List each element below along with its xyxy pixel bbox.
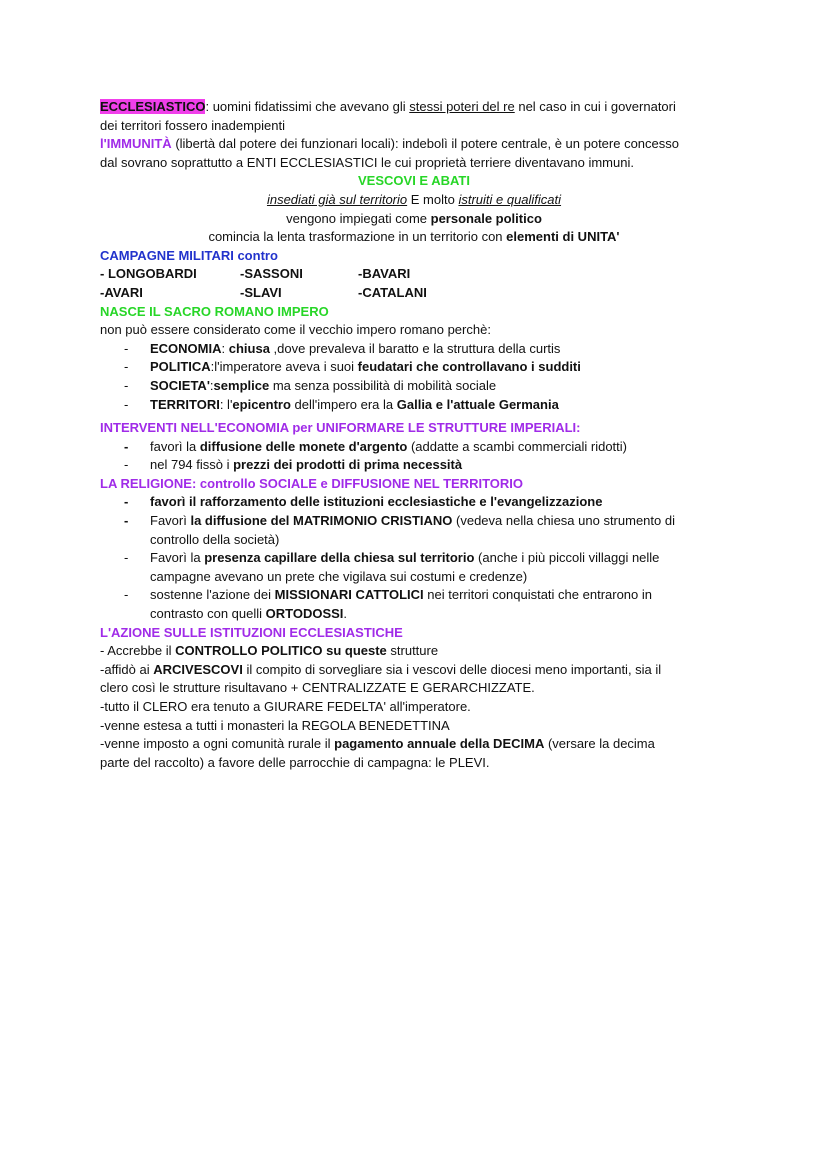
text-bold: ORTODOSSI xyxy=(265,606,344,622)
text: (libertà dal potere dei funzionari locali): indebolì il potere centrale, è un potere concesso xyxy=(171,136,680,152)
text-line: dal sovrano soprattutto a ENTI ECCLESIASTICI le cui proprietà terriere diventavano immuni. xyxy=(100,154,634,170)
religione-heading: LA RELIGIONE: controllo SOCIALE e DIFFUSIONE NEL TERRITORIO xyxy=(100,475,524,491)
dash: - xyxy=(124,457,129,473)
text: campagne avevano un prete che vigilava sui costumi e credenze) xyxy=(150,568,528,584)
sacro-intro: non può essere considerato come il vecchio impero romano perchè: xyxy=(100,322,491,338)
text: dell'impero era la xyxy=(290,396,397,412)
text: strutture xyxy=(386,643,439,659)
text: Favorì xyxy=(150,513,191,529)
economia-heading: INTERVENTI NELL'ECONOMIA per UNIFORMARE LE STRUTTURE IMPERIALI: xyxy=(100,420,581,436)
immunita-term: l'IMMUNITÀ xyxy=(100,136,172,152)
text: -venne imposto a ogni comunità rurale il xyxy=(100,736,335,752)
list-item xyxy=(100,358,728,377)
text-bold: prezzi dei prodotti di prima necessità xyxy=(233,457,463,473)
text: ma senza possibilità di mobilità sociale xyxy=(269,377,497,393)
economia-list xyxy=(100,438,728,475)
dash: - xyxy=(124,438,129,454)
dash: - xyxy=(124,550,129,566)
azione-heading: L'AZIONE SULLE ISTITUZIONI ECCLESIASTICHE xyxy=(100,624,403,640)
dash: - xyxy=(124,587,129,603)
text: . xyxy=(343,606,348,622)
text: controllo della società) xyxy=(150,531,280,547)
text: : uomini fidatissimi che avevano gli xyxy=(205,99,410,114)
text-bold: feudatari che controllavano i sudditi xyxy=(357,359,581,375)
enemy-name: - LONGOBARDI xyxy=(100,266,197,282)
dash: - xyxy=(124,359,129,375)
text: : xyxy=(209,377,214,393)
azione-line-1 xyxy=(100,642,728,661)
text-bold: TERRITORI xyxy=(150,396,220,412)
campagne-heading: CAMPAGNE MILITARI contro xyxy=(100,247,278,263)
text-bold: elementi di UNITA' xyxy=(506,229,620,245)
text: nel caso in cui i governatori xyxy=(514,99,676,114)
sacro-list xyxy=(100,340,728,414)
text: (vedeva nella chiesa uno strumento di xyxy=(452,513,675,529)
text-bold: pagamento annuale della DECIMA xyxy=(334,736,545,752)
vescovi-line-2 xyxy=(100,210,728,229)
list-item xyxy=(100,438,728,457)
text: (anche i più piccoli villaggi nelle xyxy=(474,550,660,566)
azione-line-5: -venne estesa a tutti i monasteri la REGOLA BENEDETTINA xyxy=(100,717,450,733)
text: il compito di sorvegliare sia i vescovi delle diocesi meno importanti, sia il xyxy=(242,661,662,677)
text-bold: ECONOMIA xyxy=(150,340,222,356)
text-bold: presenza capillare della chiesa sul territorio xyxy=(204,550,475,566)
text: :l'imperatore aveva i suoi xyxy=(210,359,358,375)
text-bold: ARCIVESCOVI xyxy=(153,661,243,677)
azione-line-6 xyxy=(100,735,728,754)
list-item xyxy=(100,377,728,396)
text: nei territori conquistati che entrarono in xyxy=(423,587,653,603)
campagne-row-1 xyxy=(100,265,728,284)
list-item xyxy=(100,493,728,512)
enemy-name: -SLAVI xyxy=(240,284,282,300)
text: nel 794 fissò i xyxy=(150,457,234,473)
list-item xyxy=(100,340,728,359)
text-bold: SOCIETA' xyxy=(150,377,210,393)
dash: - xyxy=(124,377,129,393)
text-bold: CONTROLLO POLITICO su queste xyxy=(175,643,387,659)
text: : xyxy=(221,340,229,356)
text-line: dei territori fossero inadempienti xyxy=(100,117,285,133)
campagne-row-2 xyxy=(100,284,728,303)
enemy-name: -CATALANI xyxy=(358,284,427,300)
text: (versare la decima xyxy=(544,736,655,752)
azione-line-7: parte del raccolto) a favore delle parrocchie di campagna: le PLEVI. xyxy=(100,754,490,770)
dash: - xyxy=(124,340,129,356)
text-bold: Gallia e l'attuale Germania xyxy=(396,396,559,412)
text-bold: chiusa xyxy=(228,340,270,356)
list-item xyxy=(100,456,728,475)
azione-line-4: -tutto il CLERO era tenuto a GIURARE FEDELTA' all'imperatore. xyxy=(100,699,471,714)
text: Favorì la xyxy=(150,550,205,566)
text: E molto xyxy=(407,191,459,207)
text-italic: istruiti e qualificati xyxy=(458,191,562,207)
text-bold: POLITICA xyxy=(150,359,211,375)
dash: - xyxy=(124,396,129,412)
list-item xyxy=(100,512,728,549)
text: sostenne l'azione dei xyxy=(150,587,275,603)
enemy-name: -BAVARI xyxy=(358,266,411,282)
text-underlined: stessi poteri del re xyxy=(409,99,515,114)
text: : l' xyxy=(219,396,233,412)
text: (addatte a scambi commerciali ridotti) xyxy=(407,438,627,454)
azione-line-3: clero così le strutture risultavano + CENTRALIZZATE E GERARCHIZZATE. xyxy=(100,680,535,696)
text-bold: la diffusione del MATRIMONIO CRISTIANO xyxy=(190,513,453,529)
vescovi-line-1 xyxy=(100,191,728,210)
text: comincia la lenta trasformazione in un territorio con xyxy=(208,229,507,245)
ecclesiastico-term: ECCLESIASTICO xyxy=(100,99,206,114)
text: ,dove prevaleva il baratto e la struttura della curtis xyxy=(269,340,561,356)
immunita-line xyxy=(100,135,728,154)
text-bold: diffusione delle monete d'argento xyxy=(199,438,408,454)
text-bold: epicentro xyxy=(232,396,291,412)
notes-page xyxy=(100,98,728,772)
text: contrasto con quelli xyxy=(150,606,266,622)
enemy-name: -SASSONI xyxy=(240,266,303,282)
vescovi-heading: VESCOVI E ABATI xyxy=(358,173,470,189)
enemy-name: -AVARI xyxy=(100,284,143,300)
dash: - xyxy=(124,494,129,510)
list-item xyxy=(100,586,728,623)
text-italic: insediati già sul territorio xyxy=(266,191,408,207)
text-bold: personale politico xyxy=(430,210,542,226)
text: - Accrebbe il xyxy=(100,643,176,659)
religione-list xyxy=(100,493,728,623)
text-bold: favorì il rafforzamento delle istituzioni ecclesiastiche e l'evangelizzazione xyxy=(150,494,603,510)
ecclesiastico-line xyxy=(100,98,728,117)
text-bold: MISSIONARI CATTOLICI xyxy=(274,587,424,603)
text: vengono impiegati come xyxy=(286,210,431,226)
text-bold: semplice xyxy=(213,377,270,393)
azione-line-2 xyxy=(100,661,728,680)
list-item xyxy=(100,549,728,586)
vescovi-line-3 xyxy=(100,228,728,247)
sacro-heading: NASCE IL SACRO ROMANO IMPERO xyxy=(100,303,329,319)
list-item xyxy=(100,396,728,415)
dash: - xyxy=(124,513,129,529)
text: -affidò ai xyxy=(100,661,154,677)
text: favorì la xyxy=(150,438,200,454)
